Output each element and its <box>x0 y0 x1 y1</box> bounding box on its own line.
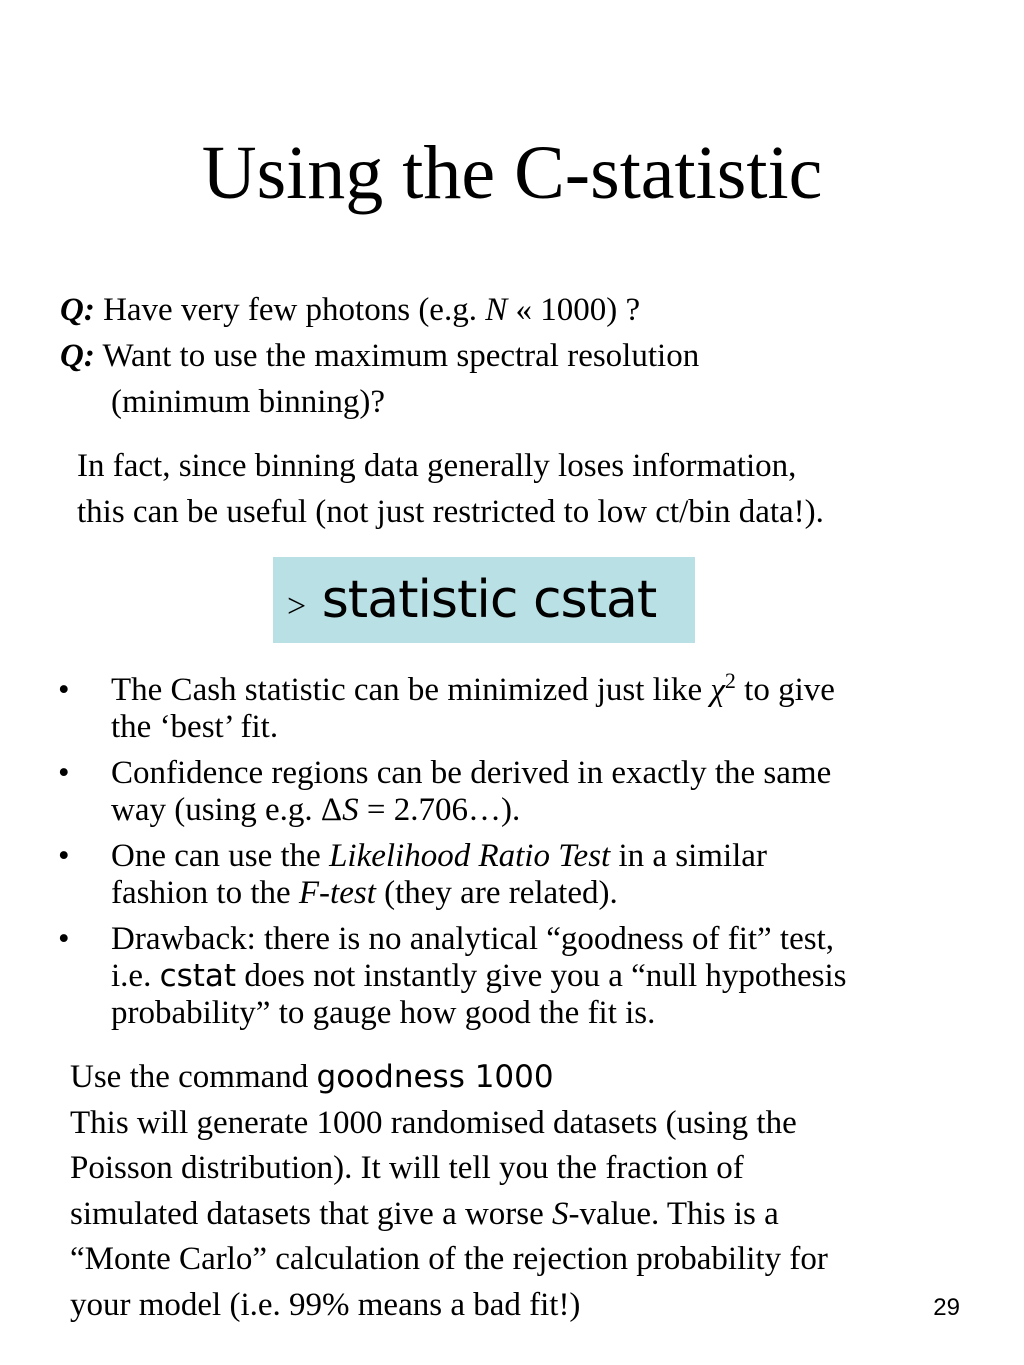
paragraph-line <box>70 1055 970 1101</box>
bullet-line <box>111 792 975 829</box>
bullet-text: = 2.706…). <box>358 792 521 828</box>
bullet-text: does not instantly give you a “null hypothesis <box>236 958 847 994</box>
question-text-end: « 1000) ? <box>507 292 641 328</box>
paragraph-text: simulated datasets that give a worse <box>70 1195 553 1232</box>
command-box <box>273 557 695 643</box>
italic-s: S <box>342 792 359 828</box>
bullet-line: the ‘best’ fit. <box>111 709 279 745</box>
question-2-continuation: (minimum binning)? <box>111 384 386 420</box>
bullet-line <box>111 958 975 995</box>
chi-symbol: χ <box>710 672 725 708</box>
in-fact-paragraph <box>77 443 1007 535</box>
question-italic-n: N <box>485 292 508 328</box>
bullet-line <box>111 668 975 709</box>
bullet-text: One can use the <box>111 838 330 874</box>
bullet-line: Confidence regions can be derived in exactly the same <box>111 755 832 791</box>
question-1 <box>60 287 960 333</box>
bullet-text: in a similar <box>610 838 767 874</box>
bullet-line <box>111 838 975 875</box>
in-fact-line-2: this can be useful (not just restricted to low ct/bin data!). <box>77 494 824 530</box>
bullet-marker: • <box>58 672 70 708</box>
bullet-marker: • <box>58 755 70 791</box>
inline-code: cstat <box>159 958 237 994</box>
command-text: statistic cstat <box>306 570 657 630</box>
bullet-marker: • <box>58 838 70 874</box>
italic-term: F-test <box>298 875 376 911</box>
paragraph-line: This will generate 1000 randomised datasets (using the <box>70 1104 797 1141</box>
inline-code: goodness 1000 <box>316 1059 554 1095</box>
bullet-list <box>55 668 975 1041</box>
bullet-line: probability” to gauge how good the fit is. <box>111 995 656 1031</box>
paragraph-text: -value. This is a <box>568 1195 779 1232</box>
question-label: Q: <box>60 292 95 328</box>
bullet-item-drawback <box>55 921 975 1032</box>
paragraph-line: your model (i.e. 99% means a bad fit!) <box>70 1286 581 1323</box>
bullet-line <box>111 875 975 912</box>
page-number: 29 <box>933 1294 960 1321</box>
bullet-item-confidence <box>55 755 975 829</box>
question-label: Q: <box>60 338 95 374</box>
bullet-text: i.e. <box>111 958 160 994</box>
command-prompt: > <box>287 588 307 625</box>
bullet-text: way (using e.g. Δ <box>111 792 343 828</box>
paragraph-text: Use the command <box>70 1059 317 1095</box>
paragraph-line: Poisson distribution). It will tell you the fraction of <box>70 1150 744 1186</box>
bullet-text: (they are related). <box>375 875 618 911</box>
bullet-line: Drawback: there is no analytical “goodness of fit” test, <box>111 921 835 957</box>
in-fact-line-1: In fact, since binning data generally loses information, <box>77 448 797 484</box>
italic-s: S <box>552 1195 569 1232</box>
bullet-text: to give <box>735 672 835 708</box>
italic-term: Likelihood Ratio Test <box>329 838 611 874</box>
bullet-text: fashion to the <box>111 875 299 911</box>
bullet-marker: • <box>58 921 70 957</box>
questions-block <box>60 287 960 425</box>
bullet-text: The Cash statistic can be minimized just like <box>111 672 711 708</box>
goodness-paragraph <box>70 1055 970 1328</box>
paragraph-line <box>70 1192 970 1238</box>
bullet-item-cash <box>55 668 975 746</box>
superscript: 2 <box>724 668 736 693</box>
bullet-item-likelihood <box>55 838 975 912</box>
question-2 <box>60 333 960 379</box>
question-text: Want to use the maximum spectral resolution <box>94 338 700 374</box>
paragraph-line: “Monte Carlo” calculation of the rejection probability for <box>70 1241 828 1277</box>
slide-title: Using the C-statistic <box>201 131 823 215</box>
question-text: Have very few photons (e.g. <box>94 292 486 328</box>
